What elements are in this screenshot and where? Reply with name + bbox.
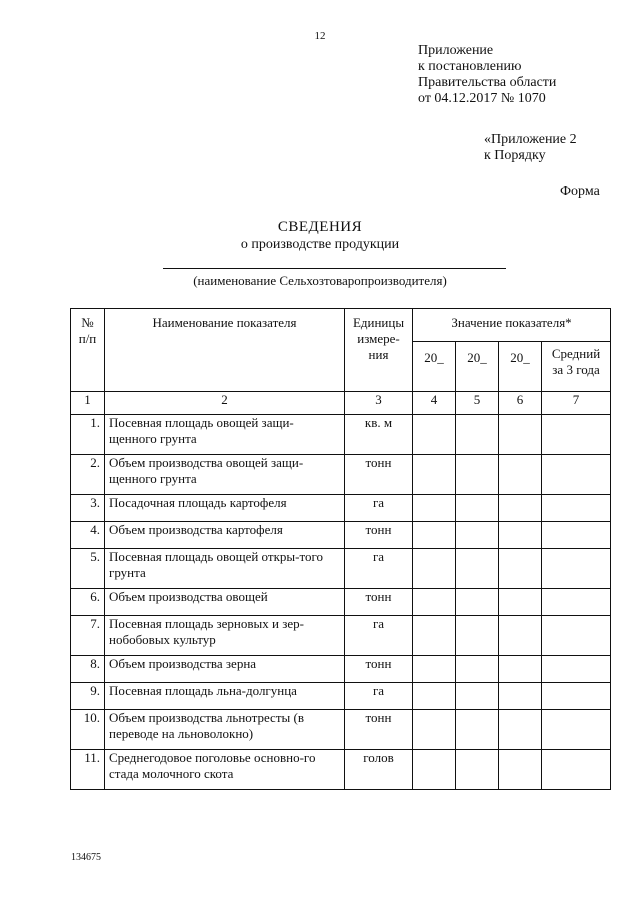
- row-unit: тонн: [345, 455, 413, 495]
- column-number: 6: [499, 392, 542, 415]
- value-cell[interactable]: [456, 415, 499, 455]
- document-subtitle: о производстве продукции: [240, 237, 400, 252]
- value-cell[interactable]: [542, 750, 611, 790]
- value-cell[interactable]: [499, 495, 542, 522]
- document-code: 134675: [71, 852, 101, 863]
- value-cell[interactable]: [542, 415, 611, 455]
- header-value-group: Значение показателя*: [413, 309, 611, 342]
- row-name: Среднегодовое поголовье основно-го стада молочного скота: [105, 750, 345, 790]
- table-row: [71, 656, 611, 683]
- row-num: 11.: [71, 750, 105, 790]
- row-unit: га: [345, 616, 413, 656]
- row-unit: га: [345, 683, 413, 710]
- row-num: 10.: [71, 710, 105, 750]
- appendix2-block: [484, 132, 577, 164]
- row-name: Посевная площадь льна-долгунца: [105, 683, 345, 710]
- row-name: Объем производства льнотресты (в переводе на льноволокно): [105, 710, 345, 750]
- value-cell[interactable]: [456, 710, 499, 750]
- row-num: 6.: [71, 589, 105, 616]
- value-cell[interactable]: [413, 589, 456, 616]
- value-cell[interactable]: [499, 522, 542, 549]
- value-cell[interactable]: [413, 656, 456, 683]
- value-cell[interactable]: [456, 589, 499, 616]
- row-unit: кв. м: [345, 415, 413, 455]
- table-row: [71, 683, 611, 710]
- appendix-line: к постановлению: [418, 59, 522, 74]
- producer-name-line: [163, 268, 506, 269]
- value-cell[interactable]: [542, 495, 611, 522]
- value-cell[interactable]: [542, 522, 611, 549]
- table-row: [71, 522, 611, 549]
- row-unit: га: [345, 495, 413, 522]
- value-cell[interactable]: [456, 750, 499, 790]
- document-title: СВЕДЕНИЯ: [277, 219, 363, 235]
- column-number: 4: [413, 392, 456, 415]
- column-number: 1: [71, 392, 105, 415]
- header-year-2: 20_: [456, 342, 499, 392]
- value-cell[interactable]: [542, 616, 611, 656]
- header-average: Средний за 3 года: [542, 342, 611, 392]
- value-cell[interactable]: [456, 522, 499, 549]
- value-cell[interactable]: [413, 495, 456, 522]
- row-unit: голов: [345, 750, 413, 790]
- appendix-line: от 04.12.2017 № 1070: [418, 91, 546, 106]
- value-cell[interactable]: [499, 616, 542, 656]
- row-num: 9.: [71, 683, 105, 710]
- value-cell[interactable]: [542, 549, 611, 589]
- header-year-1: 20_: [413, 342, 456, 392]
- value-cell[interactable]: [499, 589, 542, 616]
- value-cell[interactable]: [456, 455, 499, 495]
- page-number: 12: [314, 30, 326, 42]
- appendix-line: Приложение: [418, 43, 494, 58]
- row-num: 1.: [71, 415, 105, 455]
- appendix-line: Правительства области: [418, 75, 557, 90]
- value-cell[interactable]: [456, 616, 499, 656]
- value-cell[interactable]: [456, 656, 499, 683]
- header-year-3: 20_: [499, 342, 542, 392]
- value-cell[interactable]: [542, 589, 611, 616]
- value-cell[interactable]: [542, 710, 611, 750]
- row-num: 8.: [71, 656, 105, 683]
- value-cell[interactable]: [542, 455, 611, 495]
- producer-name-caption: (наименование Сельхозтоваропроизводителя): [193, 273, 447, 288]
- table-row: [71, 710, 611, 750]
- value-cell[interactable]: [499, 656, 542, 683]
- value-cell[interactable]: [413, 710, 456, 750]
- table-row: [71, 455, 611, 495]
- value-cell[interactable]: [413, 750, 456, 790]
- table-row: [71, 415, 611, 455]
- row-unit: га: [345, 549, 413, 589]
- row-num: 5.: [71, 549, 105, 589]
- production-table: [70, 308, 611, 790]
- value-cell[interactable]: [499, 549, 542, 589]
- column-number: 3: [345, 392, 413, 415]
- column-number: 7: [542, 392, 611, 415]
- value-cell[interactable]: [413, 616, 456, 656]
- appendix2-line: «Приложение 2: [484, 132, 577, 147]
- appendix-block: [418, 43, 556, 107]
- row-unit: тонн: [345, 710, 413, 750]
- value-cell[interactable]: [542, 683, 611, 710]
- value-cell[interactable]: [413, 455, 456, 495]
- table-row: [71, 549, 611, 589]
- row-unit: тонн: [345, 656, 413, 683]
- value-cell[interactable]: [456, 683, 499, 710]
- column-number: 2: [105, 392, 345, 415]
- value-cell[interactable]: [456, 549, 499, 589]
- row-name: Посадочная площадь картофеля: [105, 495, 345, 522]
- appendix2-line: к Порядку: [484, 148, 546, 163]
- table-row: [71, 495, 611, 522]
- value-cell[interactable]: [413, 415, 456, 455]
- value-cell[interactable]: [456, 495, 499, 522]
- row-name: Объем производства зерна: [105, 656, 345, 683]
- row-name: Объем производства картофеля: [105, 522, 345, 549]
- row-name: Посевная площадь овощей защи-щенного грунта: [105, 415, 345, 455]
- form-label: Форма: [560, 184, 600, 199]
- row-num: 4.: [71, 522, 105, 549]
- row-name: Посевная площадь овощей откры-того грунта: [105, 549, 345, 589]
- value-cell[interactable]: [413, 683, 456, 710]
- row-name: Объем производства овощей: [105, 589, 345, 616]
- value-cell[interactable]: [499, 683, 542, 710]
- value-cell[interactable]: [413, 522, 456, 549]
- header-name: Наименование показателя: [105, 309, 345, 392]
- header-num: № п/п: [71, 309, 105, 392]
- value-cell[interactable]: [542, 656, 611, 683]
- header-unit: Единицы измере-ния: [345, 309, 413, 392]
- table-row: [71, 589, 611, 616]
- row-name: Посевная площадь зерновых и зер-нобобовых культур: [105, 616, 345, 656]
- row-num: 2.: [71, 455, 105, 495]
- table-row: [71, 616, 611, 656]
- row-num: 7.: [71, 616, 105, 656]
- value-cell[interactable]: [499, 750, 542, 790]
- row-num: 3.: [71, 495, 105, 522]
- value-cell[interactable]: [499, 415, 542, 455]
- row-unit: тонн: [345, 522, 413, 549]
- value-cell[interactable]: [413, 549, 456, 589]
- value-cell[interactable]: [499, 455, 542, 495]
- value-cell[interactable]: [499, 710, 542, 750]
- table-row: [71, 750, 611, 790]
- row-name: Объем производства овощей защи-щенного грунта: [105, 455, 345, 495]
- row-unit: тонн: [345, 589, 413, 616]
- column-number: 5: [456, 392, 499, 415]
